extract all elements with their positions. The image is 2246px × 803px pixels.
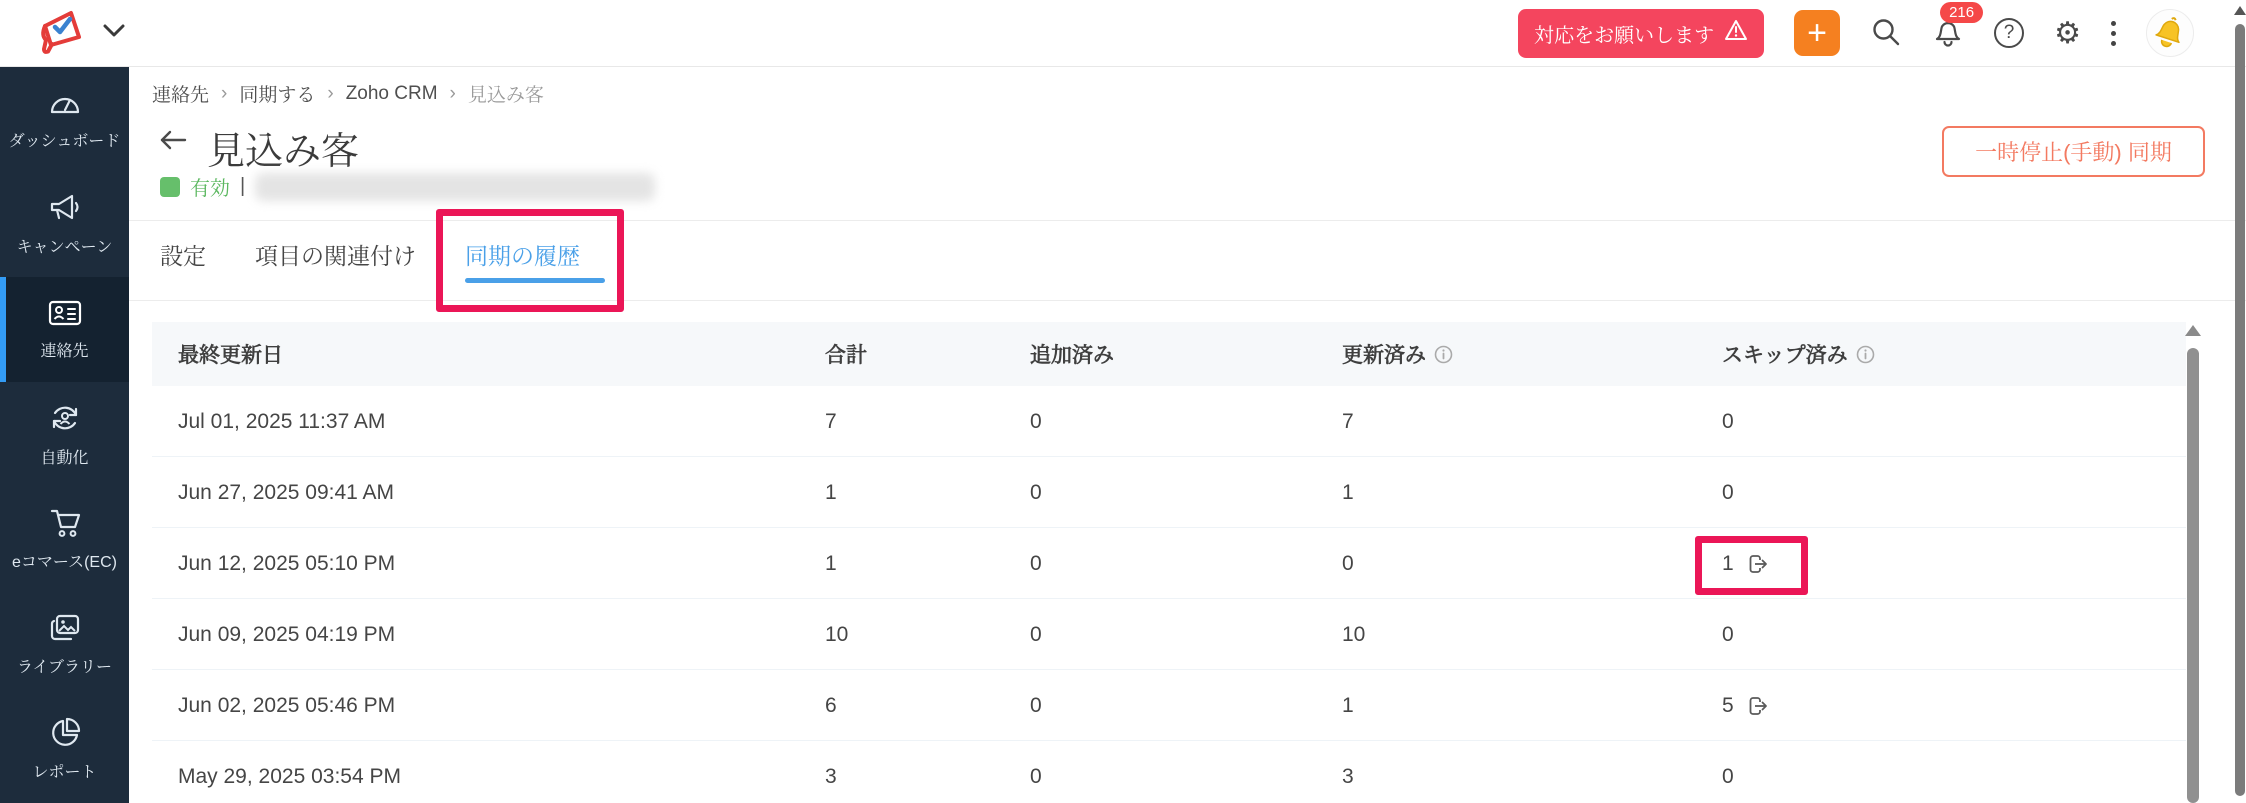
breadcrumb-separator: › [221, 82, 228, 104]
tab-bar [0, 232, 2246, 292]
attention-required-button[interactable] [1518, 9, 1764, 58]
cell-skipped: 0 [1722, 622, 1734, 646]
cell-added: 0 [1030, 622, 1042, 646]
cell-last-updated: May 29, 2025 03:54 PM [178, 764, 401, 788]
table-header-row [152, 322, 2186, 386]
table-row [152, 741, 2186, 803]
table-row [152, 528, 2186, 599]
cell-skipped: 0 [1722, 764, 1734, 788]
user-avatar[interactable] [2146, 9, 2194, 57]
export-skipped-icon[interactable] [1746, 694, 1770, 718]
gear-icon: ⚙ [2054, 16, 2081, 50]
breadcrumb-leads: 見込み客 [467, 85, 544, 106]
sidebar-item-contacts[interactable] [0, 277, 129, 382]
cell-added: 0 [1030, 551, 1042, 575]
sidebar-item-dashboard[interactable] [0, 67, 129, 172]
sidebar-item-label: ダッシュボード [8, 132, 121, 150]
sync-status-row [160, 172, 655, 201]
column-header-skipped [1722, 322, 1875, 386]
export-skipped-icon[interactable] [1746, 552, 1770, 576]
section-divider [129, 300, 2246, 301]
cell-added: 0 [1030, 409, 1042, 433]
notification-count-badge: 216 [1940, 2, 1983, 23]
cell-last-updated: Jul 01, 2025 11:37 AM [178, 409, 386, 433]
info-icon[interactable] [1434, 345, 1453, 364]
sidebar-nav [0, 67, 129, 803]
app-switcher-chevron-icon[interactable] [103, 24, 125, 43]
scroll-up-arrow-icon[interactable] [2234, 6, 2246, 15]
cell-skipped: 0 [1722, 409, 1734, 433]
cell-updated: 7 [1342, 409, 1354, 433]
campaigns-megaphone-logo[interactable] [33, 7, 87, 60]
sidebar-item-automation[interactable] [0, 382, 129, 487]
table-row [152, 670, 2186, 741]
attention-required-label: 対応をお願いします [1534, 24, 1715, 47]
column-header-updated [1342, 322, 1453, 386]
cell-last-updated: Jun 02, 2025 05:46 PM [178, 693, 396, 717]
table-scrollbar-thumb[interactable] [2187, 348, 2199, 803]
cell-skipped-value: 1 [1722, 551, 1734, 575]
breadcrumb-zoho-crm[interactable]: Zoho CRM [345, 82, 438, 104]
tab-settings[interactable]: 設定 [160, 238, 206, 271]
back-button[interactable] [158, 128, 188, 155]
settings-button[interactable] [2054, 16, 2081, 51]
cell-last-updated: Jun 12, 2025 05:10 PM [178, 551, 396, 575]
column-header-updated-label: 更新済み [1342, 344, 1426, 367]
search-icon [1870, 16, 1902, 51]
sidebar-item-label: ライブラリー [16, 658, 113, 676]
cell-last-updated: Jun 09, 2025 04:19 PM [178, 622, 396, 646]
megaphone-icon [48, 192, 82, 230]
table-row [152, 386, 2186, 457]
column-header-added: 追加済み [1030, 344, 1114, 367]
breadcrumb-separator: › [327, 82, 334, 104]
help-icon: ? [1994, 18, 2024, 48]
cell-added: 0 [1030, 480, 1042, 504]
warning-triangle-icon [1724, 19, 1748, 47]
contact-card-icon [47, 298, 83, 334]
sidebar-item-reports[interactable] [0, 697, 129, 802]
sidebar-item-label: 自動化 [40, 449, 89, 467]
status-separator: | [240, 175, 246, 197]
sidebar-item-label: eコマース(EC) [12, 553, 117, 571]
cart-icon [48, 507, 82, 545]
page-scrollbar-thumb[interactable] [2235, 24, 2245, 796]
active-tab-underline [465, 278, 605, 283]
sync-history-table [152, 322, 2186, 803]
cell-updated: 1 [1342, 480, 1354, 504]
library-images-icon [48, 612, 82, 650]
help-button[interactable] [1994, 18, 2024, 48]
status-label: 有効 [190, 178, 230, 200]
search-button[interactable] [1870, 16, 1902, 51]
sidebar-item-campaigns[interactable] [0, 172, 129, 277]
sidebar-item-label: 連絡先 [40, 342, 89, 360]
breadcrumb-sync[interactable]: 同期する [239, 85, 316, 106]
cell-updated: 10 [1342, 622, 1366, 646]
pie-chart-icon [49, 717, 81, 755]
sidebar-item-ecommerce[interactable] [0, 487, 129, 592]
cell-skipped [1722, 670, 1770, 741]
cell-last-updated: Jun 27, 2025 09:41 AM [178, 480, 394, 504]
sidebar-item-label: キャンペーン [16, 238, 113, 256]
sidebar-item-library[interactable] [0, 592, 129, 697]
pause-sync-button[interactable]: 一時停止(手動) 同期 [1942, 126, 2205, 177]
page-scrollbar[interactable] [2234, 0, 2246, 803]
cell-updated: 0 [1342, 551, 1354, 575]
cell-total: 1 [825, 480, 837, 504]
dashboard-icon [48, 88, 82, 124]
table-row [152, 599, 2186, 670]
column-header-skipped-label: スキップ済み [1722, 344, 1848, 367]
info-icon[interactable] [1856, 345, 1875, 364]
cell-total: 7 [825, 409, 837, 433]
avatar-bell-image [2152, 12, 2188, 55]
cell-total: 3 [825, 764, 837, 788]
cell-total: 10 [825, 622, 849, 646]
status-active-square-icon [160, 177, 180, 197]
cell-skipped-value: 5 [1722, 693, 1734, 717]
cell-updated: 1 [1342, 693, 1354, 717]
table-scrollbar[interactable] [2187, 320, 2199, 803]
cell-added: 0 [1030, 693, 1042, 717]
tab-field-mapping[interactable]: 項目の関連付け [255, 238, 416, 271]
cell-updated: 3 [1342, 764, 1354, 788]
table-row [152, 457, 2186, 528]
cell-skipped [1722, 528, 1770, 599]
redacted-account-info [255, 173, 655, 201]
sidebar-item-label: レポート [32, 763, 97, 781]
cell-total: 6 [825, 693, 837, 717]
breadcrumb-separator: › [449, 82, 456, 104]
page-title: 見込み客 [207, 131, 360, 173]
cell-added: 0 [1030, 764, 1042, 788]
breadcrumb [152, 80, 544, 107]
breadcrumb-contacts[interactable]: 連絡先 [152, 85, 210, 106]
automation-icon [48, 401, 82, 441]
back-arrow-icon [158, 140, 188, 155]
column-header-last-updated: 最終更新日 [178, 344, 283, 367]
section-divider [129, 220, 2246, 221]
create-new-button[interactable]: + [1794, 10, 1840, 56]
tab-sync-history[interactable]: 同期の履歴 [465, 238, 580, 271]
top-bar [0, 0, 2246, 67]
cell-skipped: 0 [1722, 480, 1734, 504]
cell-total: 1 [825, 551, 837, 575]
more-options-button[interactable] [2111, 21, 2116, 46]
kebab-menu-icon [2111, 21, 2116, 46]
scroll-up-arrow-icon[interactable] [2185, 325, 2201, 336]
column-header-total: 合計 [825, 344, 867, 367]
